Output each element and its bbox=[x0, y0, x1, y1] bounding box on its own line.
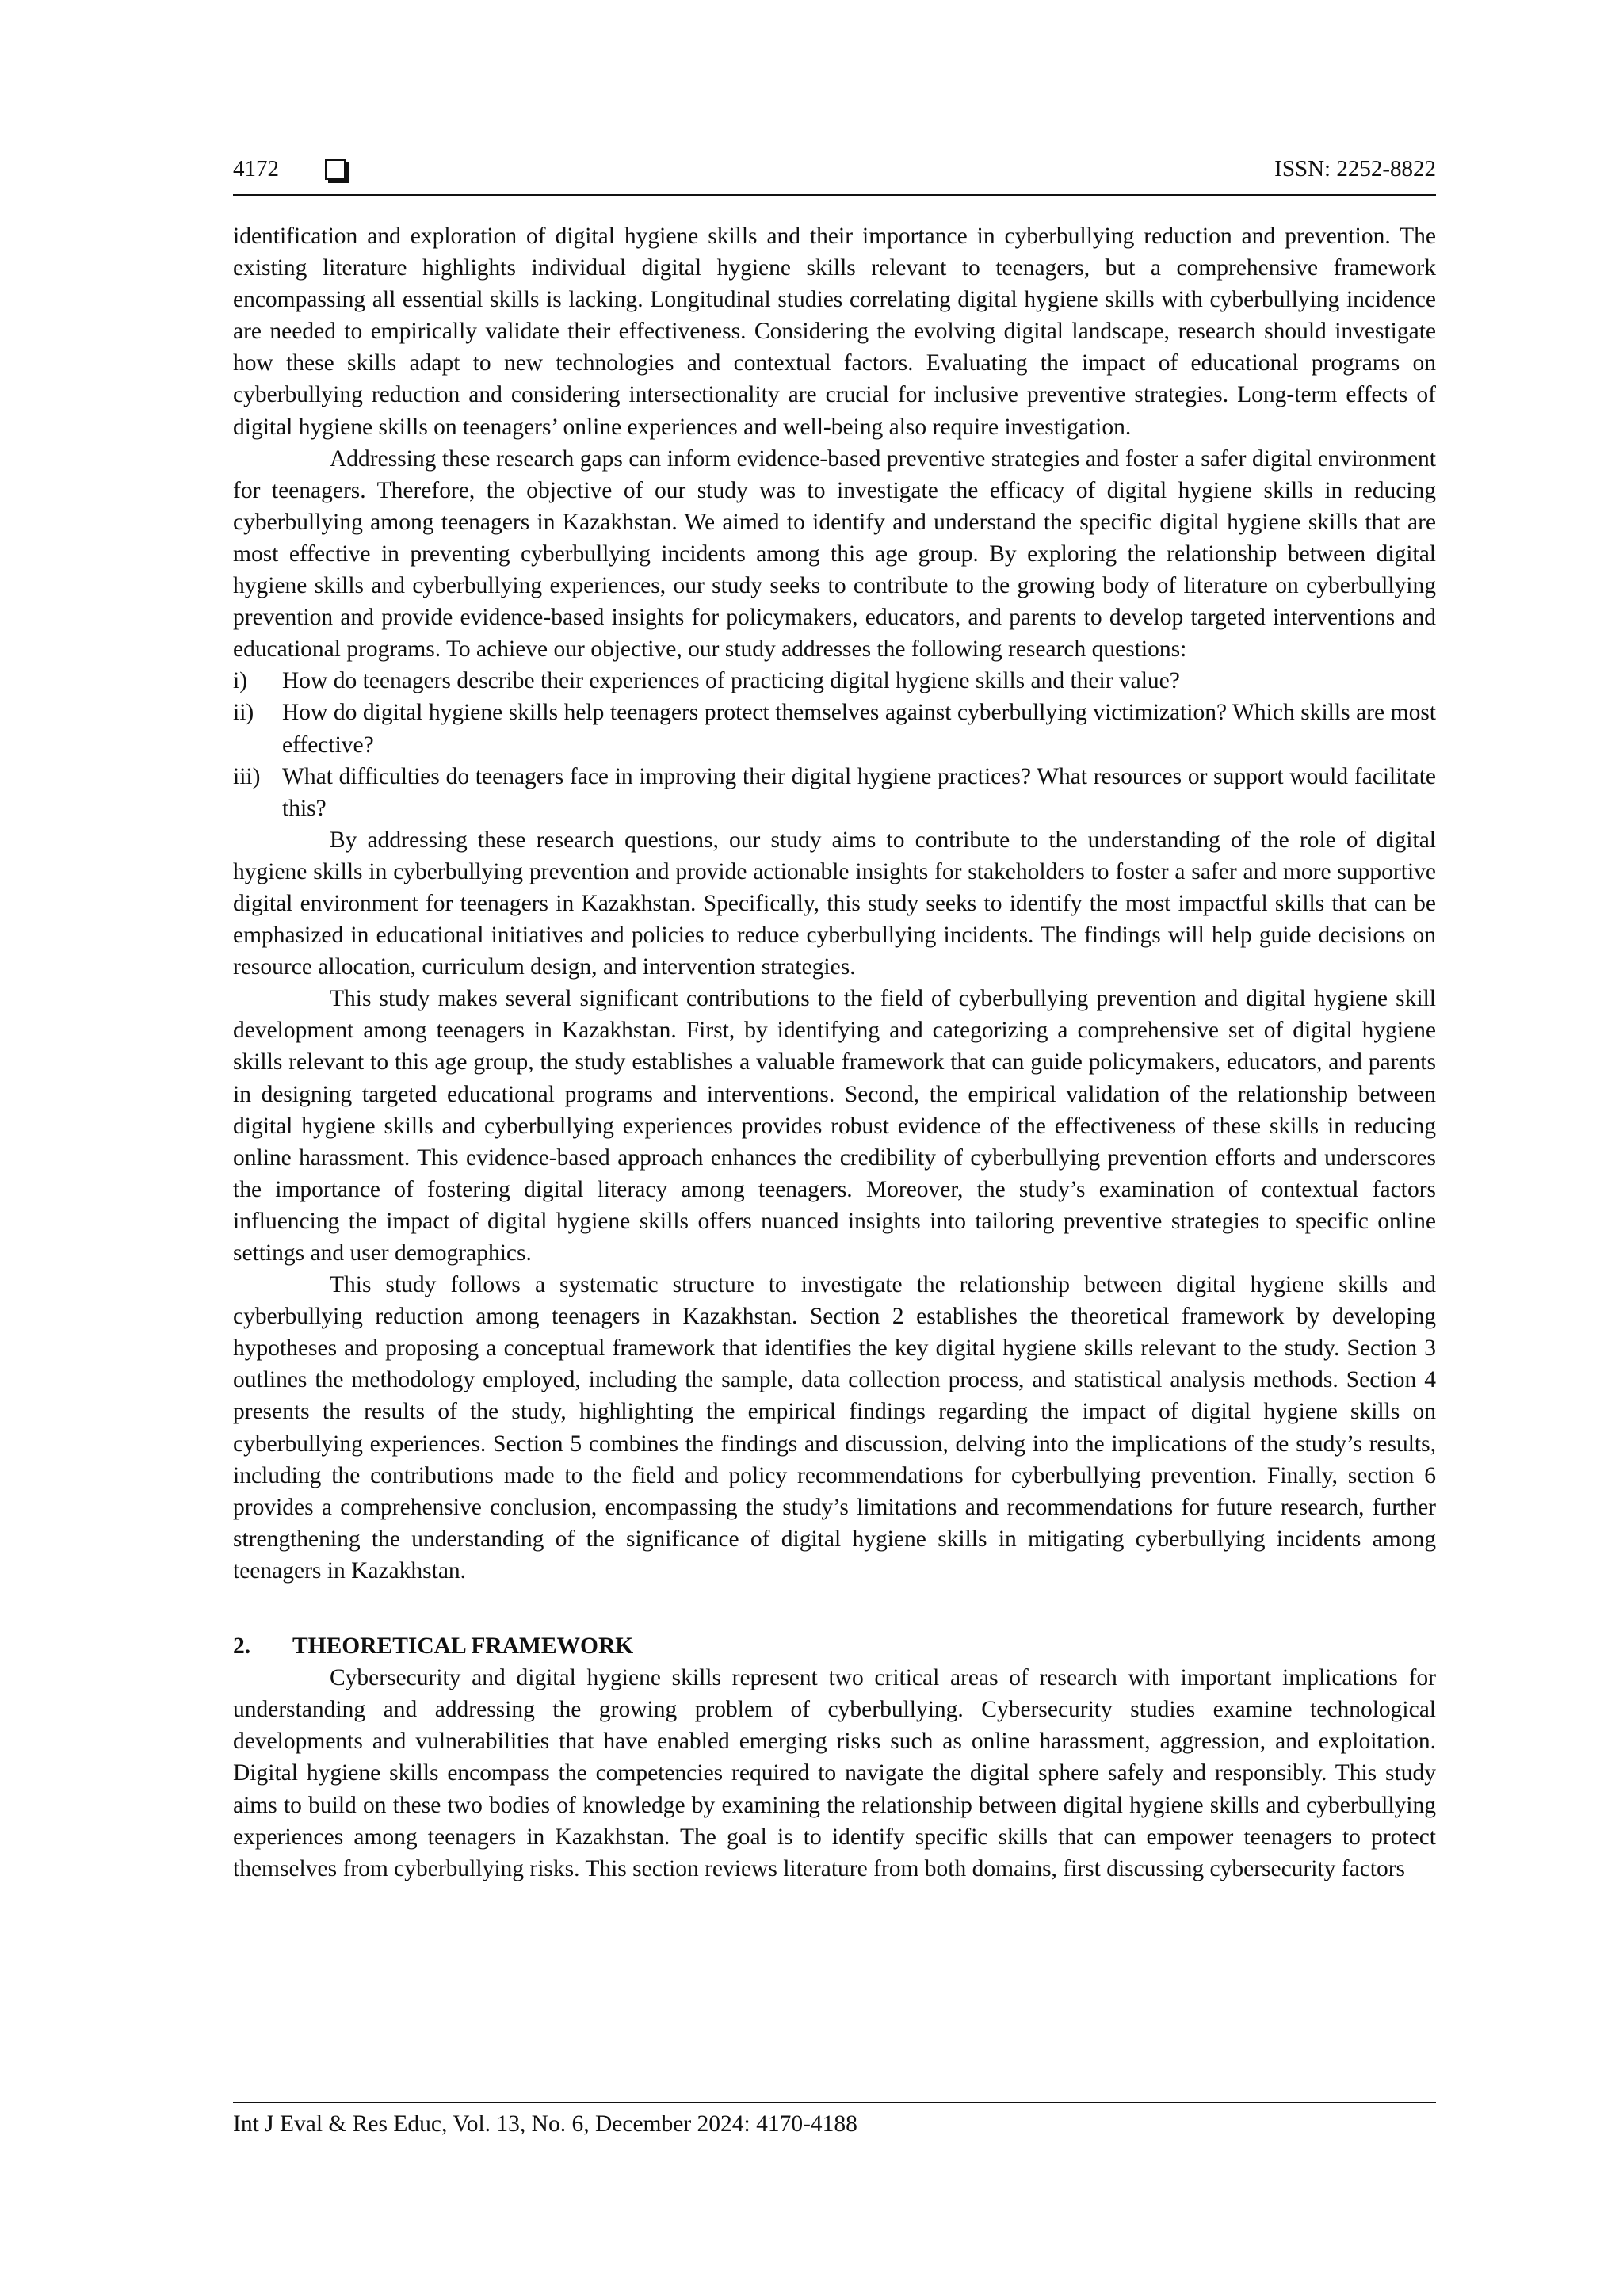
list-item bbox=[233, 697, 1436, 760]
list-item-text: What difficulties do teenagers face in improving their digital hygiene practices? What resources or support would facilitate this? bbox=[282, 763, 1436, 821]
issn-label: ISSN: 2252-8822 bbox=[1274, 156, 1436, 181]
page-header bbox=[233, 156, 1436, 196]
paragraph-aims: By addressing these research questions, our study aims to contribute to the understanding of the role of digital hygiene skills in cyberbullying prevention and provide actionable insights for stakeholders to foster a safer and more supportive digital environment for teenagers in Kazakhstan. Specifically, this study seeks to identify the most impactful skills that can be emphasized in educational initiatives and policies to reduce cyberbullying incidents. The findings will help guide decisions on resource allocation, curriculum design, and intervention strategies. bbox=[233, 827, 1436, 980]
list-item-text: How do digital hygiene skills help teenagers protect themselves against cyberbullying victimization? Which skills are most effective? bbox=[282, 700, 1436, 758]
page-number: 4172 bbox=[233, 156, 279, 181]
paragraph-objective: Addressing these research gaps can inform evidence-based preventive strategies and foster a safer digital environment for teenagers. Therefore, the objective of our study was to investigate the efficacy of digital hygiene skills in reducing cyberbullying among teenagers in Kazakhstan. We aimed to identify and understand the specific digital hygiene skills that are most effective in preventing cyberbullying incidents among this age group. By exploring the relationship between digital hygiene skills and cyberbullying experiences, our study seeks to contribute to the growing body of literature on cyberbullying prevention and provide evidence-based insights for policymakers, educators, and parents to develop targeted interventions and educational programs. To achieve our objective, our study addresses the following research questions: bbox=[233, 445, 1436, 663]
list-item bbox=[233, 761, 1436, 824]
square-icon bbox=[325, 159, 346, 180]
list-item-marker: ii) bbox=[233, 700, 254, 726]
paragraph-contributions: This study makes several significant contributions to the field of cyberbullying prevention and digital hygiene skill development among teenagers in Kazakhstan. First, by identifying and categorizing a comprehensive set of digital hygiene skills relevant to this age group, the study establishes a valuable framework that can guide policymakers, educators, and parents in designing targeted educational programs and interventions. Second, the empirical validation of the relationship between digital hygiene skills and cyberbullying experiences provides robust evidence of the effectiveness of these skills in reducing online harassment. This evidence-based approach enhances the credibility of cyberbullying prevention efforts and underscores the importance of fostering digital literacy among teenagers. Moreover, the study’s examination of contextual factors influencing the impact of digital hygiene skills offers nuanced insights into tailoring preventive strategies to specific online settings and user demographics. bbox=[233, 986, 1436, 1266]
section-number: 2. bbox=[233, 1633, 251, 1660]
section-title: THEORETICAL FRAMEWORK bbox=[292, 1633, 634, 1660]
list-item-text: How do teenagers describe their experiences of practicing digital hygiene skills and their value? bbox=[282, 668, 1180, 694]
paragraph-theoretical-framework: Cybersecurity and digital hygiene skills represent two critical areas of research with important implications for understanding and addressing the growing problem of cyberbullying. Cybersecurity studies examine technological developments and vulnerabilities that have enabled emerging risks such as online harassment, aggression, and exploitation. Digital hygiene skills encompass the competencies required to navigate the digital sphere safely and responsibly. This study aims to build on these two bodies of knowledge by examining the relationship between digital hygiene skills and cyberbullying experiences among teenagers in Kazakhstan. The goal is to identify specific skills that can empower teenagers to protect themselves from cyberbullying risks. This section reviews literature from both domains, first discussing cybersecurity factors bbox=[233, 1665, 1436, 1881]
list-item-marker: i) bbox=[233, 668, 248, 694]
paragraph-structure: This study follows a systematic structure to investigate the relationship between digital hygiene skills and cyberbullying reduction among teenagers in Kazakhstan. Section 2 establishes the theoretical framework by developing hypotheses and proposing a conceptual framework that identifies the key digital hygiene skills relevant to the study. Section 3 outlines the methodology employed, including the sample, data collection process, and statistical analysis methods. Section 4 presents the results of the study, highlighting the empirical findings regarding the impact of digital hygiene skills on cyberbullying experiences. Section 5 combines the findings and discussion, delving into the implications of the study’s results, including the contributions made to the field and policy recommendations for cyberbullying prevention. Finally, section 6 provides a comprehensive conclusion, encompassing the study’s limitations and recommendations for future research, further strengthening the understanding of the significance of digital hygiene skills in mitigating cyberbullying incidents among teenagers in Kazakhstan. bbox=[233, 1272, 1436, 1584]
page-footer bbox=[233, 2102, 1436, 2137]
body-text bbox=[233, 220, 1436, 1885]
paragraph-research-gaps: identification and exploration of digital hygiene skills and their importance in cyberbullying reduction and prevention. The existing literature highlights individual digital hygiene skills relevant to teenagers, but a comprehensive framework encompassing all essential skills is lacking. Longitudinal studies correlating digital hygiene skills with cyberbullying incidence are needed to empirically validate their effectiveness. Considering the evolving digital landscape, research should investigate how these skills adapt to new technologies and contextual factors. Evaluating the impact of educational programs on cyberbullying reduction and considering intersectionality are crucial for inclusive preventive strategies. Long-term effects of digital hygiene skills on teenagers’ online experiences and well-being also require investigation. bbox=[233, 223, 1436, 440]
research-questions-list bbox=[233, 665, 1436, 823]
journal-citation: Int J Eval & Res Educ, Vol. 13, No. 6, December 2024: 4170-4188 bbox=[233, 2111, 857, 2137]
list-item-marker: iii) bbox=[233, 763, 261, 789]
section-heading bbox=[233, 1630, 1436, 1662]
list-item bbox=[233, 665, 1436, 697]
